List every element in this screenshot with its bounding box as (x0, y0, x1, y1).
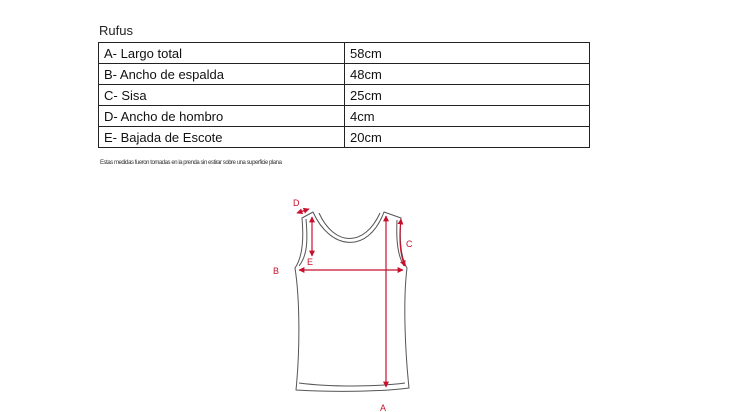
measurement-label: C- Sisa (99, 85, 345, 106)
label-d: D (293, 198, 300, 208)
neckline-inner (319, 213, 380, 239)
measurement-note: Estas medidas fueron tomadas en la prenda sin estirar sobre una superficie plana (100, 160, 282, 166)
label-c: C (406, 239, 413, 249)
measurement-label: B- Ancho de espalda (99, 64, 345, 85)
label-a: A (380, 403, 387, 412)
measurement-value: 20cm (345, 127, 590, 148)
product-title: Rufus (99, 23, 133, 38)
measure-d-line (297, 209, 309, 213)
measurement-label: D- Ancho de hombro (99, 106, 345, 127)
hem-line (299, 383, 405, 386)
measurement-value: 48cm (345, 64, 590, 85)
label-e: E (307, 257, 314, 267)
measurement-value: 25cm (345, 85, 590, 106)
label-b: B (273, 266, 280, 276)
measurement-value: 58cm (345, 43, 590, 64)
measurement-value: 4cm (345, 106, 590, 127)
measurement-label: E- Bajada de Escote (99, 127, 345, 148)
measurement-label: A- Largo total (99, 43, 345, 64)
